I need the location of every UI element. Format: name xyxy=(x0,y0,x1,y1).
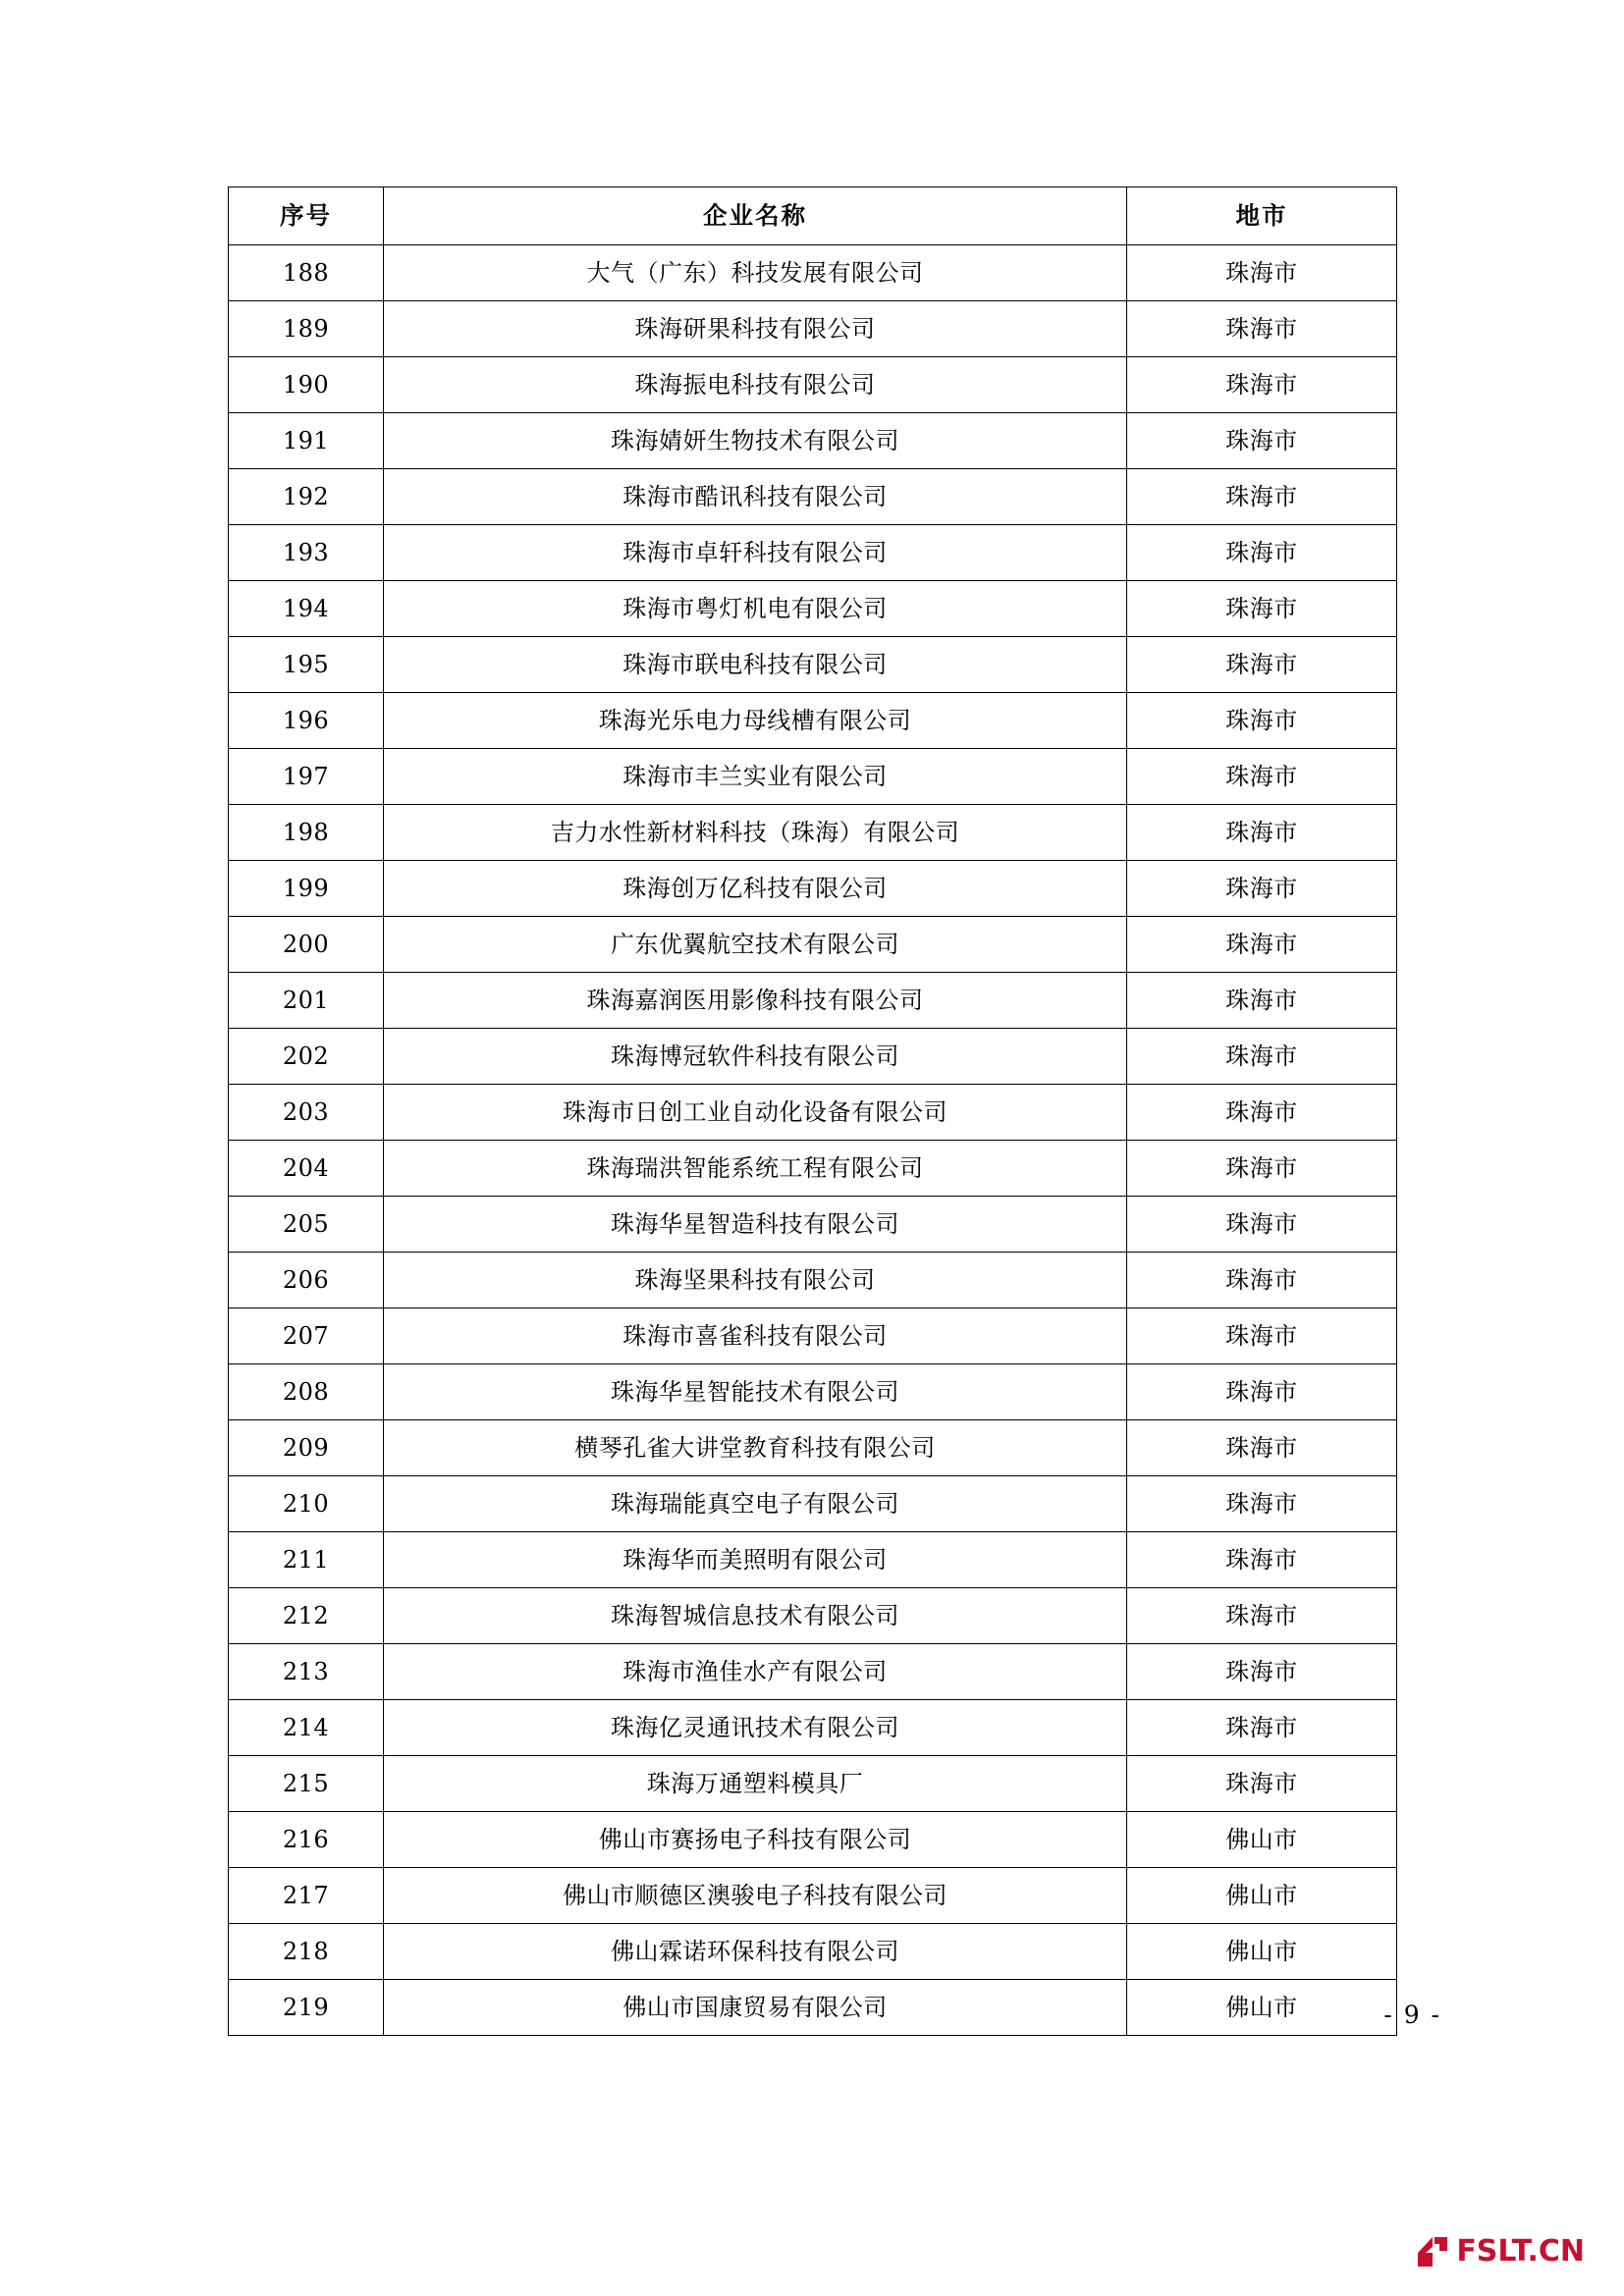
cell-city: 珠海市 xyxy=(1127,1364,1397,1420)
cell-enterprise-name: 珠海瑞洪智能系统工程有限公司 xyxy=(384,1141,1127,1197)
cell-index: 199 xyxy=(229,861,384,917)
table-row xyxy=(229,749,1397,805)
cell-index: 207 xyxy=(229,1308,384,1364)
watermark xyxy=(1416,2234,1585,2269)
page-number: - 9 - xyxy=(1383,2001,1441,2029)
cell-index: 189 xyxy=(229,301,384,357)
table-row xyxy=(229,637,1397,693)
cell-index: 215 xyxy=(229,1756,384,1812)
table-row xyxy=(229,693,1397,749)
table-row xyxy=(229,301,1397,357)
enterprise-listing-table xyxy=(228,187,1397,2036)
column-header-city: 地市 xyxy=(1127,187,1397,245)
cell-enterprise-name: 珠海万通塑料模具厂 xyxy=(384,1756,1127,1812)
cell-index: 208 xyxy=(229,1364,384,1420)
table-row xyxy=(229,1308,1397,1364)
cell-index: 216 xyxy=(229,1812,384,1868)
cell-index: 197 xyxy=(229,749,384,805)
table-row xyxy=(229,1197,1397,1253)
table-row xyxy=(229,357,1397,413)
cell-city: 珠海市 xyxy=(1127,301,1397,357)
cell-enterprise-name: 佛山市顺德区澳骏电子科技有限公司 xyxy=(384,1868,1127,1924)
cell-enterprise-name: 珠海市粤灯机电有限公司 xyxy=(384,581,1127,637)
cell-index: 195 xyxy=(229,637,384,693)
table-row xyxy=(229,1924,1397,1980)
table-row xyxy=(229,1085,1397,1141)
cell-enterprise-name: 珠海婧妍生物技术有限公司 xyxy=(384,413,1127,469)
cell-enterprise-name: 大气（广东）科技发展有限公司 xyxy=(384,245,1127,301)
cell-city: 珠海市 xyxy=(1127,1308,1397,1364)
table-row xyxy=(229,1812,1397,1868)
table-row xyxy=(229,1141,1397,1197)
watermark-logo-icon xyxy=(1416,2235,1449,2269)
cell-city: 珠海市 xyxy=(1127,693,1397,749)
table-row xyxy=(229,1532,1397,1588)
table-row xyxy=(229,1756,1397,1812)
cell-enterprise-name: 广东优翼航空技术有限公司 xyxy=(384,917,1127,973)
cell-index: 192 xyxy=(229,469,384,525)
cell-index: 219 xyxy=(229,1980,384,2036)
cell-enterprise-name: 珠海市卓轩科技有限公司 xyxy=(384,525,1127,581)
cell-enterprise-name: 珠海博冠软件科技有限公司 xyxy=(384,1029,1127,1085)
cell-city: 珠海市 xyxy=(1127,637,1397,693)
cell-city: 佛山市 xyxy=(1127,1812,1397,1868)
table-row xyxy=(229,1476,1397,1532)
cell-city: 珠海市 xyxy=(1127,357,1397,413)
table-header-row xyxy=(229,187,1397,245)
cell-city: 珠海市 xyxy=(1127,1476,1397,1532)
cell-index: 194 xyxy=(229,581,384,637)
cell-index: 209 xyxy=(229,1420,384,1476)
cell-enterprise-name: 珠海市联电科技有限公司 xyxy=(384,637,1127,693)
cell-enterprise-name: 珠海华星智造科技有限公司 xyxy=(384,1197,1127,1253)
cell-index: 204 xyxy=(229,1141,384,1197)
cell-index: 214 xyxy=(229,1700,384,1756)
cell-enterprise-name: 珠海亿灵通讯技术有限公司 xyxy=(384,1700,1127,1756)
cell-enterprise-name: 横琴孔雀大讲堂教育科技有限公司 xyxy=(384,1420,1127,1476)
cell-index: 193 xyxy=(229,525,384,581)
cell-city: 珠海市 xyxy=(1127,413,1397,469)
cell-enterprise-name: 珠海市丰兰实业有限公司 xyxy=(384,749,1127,805)
cell-index: 212 xyxy=(229,1588,384,1644)
cell-city: 珠海市 xyxy=(1127,749,1397,805)
cell-enterprise-name: 珠海振电科技有限公司 xyxy=(384,357,1127,413)
cell-city: 珠海市 xyxy=(1127,1532,1397,1588)
cell-enterprise-name: 珠海华而美照明有限公司 xyxy=(384,1532,1127,1588)
cell-enterprise-name: 珠海瑞能真空电子有限公司 xyxy=(384,1476,1127,1532)
table-row xyxy=(229,917,1397,973)
cell-city: 珠海市 xyxy=(1127,1588,1397,1644)
cell-index: 213 xyxy=(229,1644,384,1700)
cell-city: 珠海市 xyxy=(1127,1700,1397,1756)
cell-index: 203 xyxy=(229,1085,384,1141)
cell-city: 珠海市 xyxy=(1127,1141,1397,1197)
cell-city: 珠海市 xyxy=(1127,581,1397,637)
cell-index: 191 xyxy=(229,413,384,469)
cell-city: 珠海市 xyxy=(1127,1756,1397,1812)
table-row xyxy=(229,1700,1397,1756)
cell-city: 珠海市 xyxy=(1127,861,1397,917)
cell-city: 珠海市 xyxy=(1127,973,1397,1029)
cell-index: 196 xyxy=(229,693,384,749)
table-header xyxy=(229,187,1397,245)
cell-city: 珠海市 xyxy=(1127,1420,1397,1476)
table-row xyxy=(229,1980,1397,2036)
cell-index: 210 xyxy=(229,1476,384,1532)
cell-index: 201 xyxy=(229,973,384,1029)
cell-enterprise-name: 珠海坚果科技有限公司 xyxy=(384,1253,1127,1308)
table-row xyxy=(229,1420,1397,1476)
cell-city: 佛山市 xyxy=(1127,1924,1397,1980)
table-row xyxy=(229,1644,1397,1700)
cell-city: 珠海市 xyxy=(1127,917,1397,973)
column-header-index: 序号 xyxy=(229,187,384,245)
table-row xyxy=(229,245,1397,301)
cell-city: 珠海市 xyxy=(1127,1644,1397,1700)
cell-enterprise-name: 佛山市赛扬电子科技有限公司 xyxy=(384,1812,1127,1868)
table-row xyxy=(229,1364,1397,1420)
cell-index: 198 xyxy=(229,805,384,861)
cell-index: 218 xyxy=(229,1924,384,1980)
cell-enterprise-name: 珠海研果科技有限公司 xyxy=(384,301,1127,357)
cell-enterprise-name: 珠海嘉润医用影像科技有限公司 xyxy=(384,973,1127,1029)
cell-city: 佛山市 xyxy=(1127,1868,1397,1924)
cell-index: 205 xyxy=(229,1197,384,1253)
cell-enterprise-name: 佛山市国康贸易有限公司 xyxy=(384,1980,1127,2036)
table-row xyxy=(229,973,1397,1029)
cell-enterprise-name: 珠海智城信息技术有限公司 xyxy=(384,1588,1127,1644)
watermark-text: FSLT.CN xyxy=(1456,2234,1585,2269)
cell-enterprise-name: 珠海创万亿科技有限公司 xyxy=(384,861,1127,917)
table-row xyxy=(229,1029,1397,1085)
cell-index: 211 xyxy=(229,1532,384,1588)
table-row xyxy=(229,413,1397,469)
cell-city: 珠海市 xyxy=(1127,1197,1397,1253)
cell-index: 217 xyxy=(229,1868,384,1924)
cell-index: 202 xyxy=(229,1029,384,1085)
cell-city: 珠海市 xyxy=(1127,525,1397,581)
table-row xyxy=(229,861,1397,917)
cell-enterprise-name: 珠海华星智能技术有限公司 xyxy=(384,1364,1127,1420)
table-row xyxy=(229,1868,1397,1924)
cell-index: 200 xyxy=(229,917,384,973)
cell-city: 珠海市 xyxy=(1127,1029,1397,1085)
cell-city: 珠海市 xyxy=(1127,805,1397,861)
cell-index: 190 xyxy=(229,357,384,413)
cell-enterprise-name: 珠海市酷讯科技有限公司 xyxy=(384,469,1127,525)
table-row xyxy=(229,1588,1397,1644)
cell-index: 188 xyxy=(229,245,384,301)
enterprise-listing-table-wrapper xyxy=(228,187,1396,2036)
cell-enterprise-name: 吉力水性新材料科技（珠海）有限公司 xyxy=(384,805,1127,861)
column-header-enterprise-name: 企业名称 xyxy=(384,187,1127,245)
cell-city: 珠海市 xyxy=(1127,1085,1397,1141)
cell-city: 珠海市 xyxy=(1127,245,1397,301)
cell-enterprise-name: 珠海光乐电力母线槽有限公司 xyxy=(384,693,1127,749)
table-row xyxy=(229,525,1397,581)
table-body xyxy=(229,245,1397,2036)
table-row xyxy=(229,805,1397,861)
cell-enterprise-name: 珠海市渔佳水产有限公司 xyxy=(384,1644,1127,1700)
cell-index: 206 xyxy=(229,1253,384,1308)
table-row xyxy=(229,469,1397,525)
table-row xyxy=(229,581,1397,637)
cell-enterprise-name: 珠海市喜雀科技有限公司 xyxy=(384,1308,1127,1364)
cell-enterprise-name: 珠海市日创工业自动化设备有限公司 xyxy=(384,1085,1127,1141)
cell-city: 佛山市 xyxy=(1127,1980,1397,2036)
cell-enterprise-name: 佛山霖诺环保科技有限公司 xyxy=(384,1924,1127,1980)
table-row xyxy=(229,1253,1397,1308)
cell-city: 珠海市 xyxy=(1127,469,1397,525)
cell-city: 珠海市 xyxy=(1127,1253,1397,1308)
